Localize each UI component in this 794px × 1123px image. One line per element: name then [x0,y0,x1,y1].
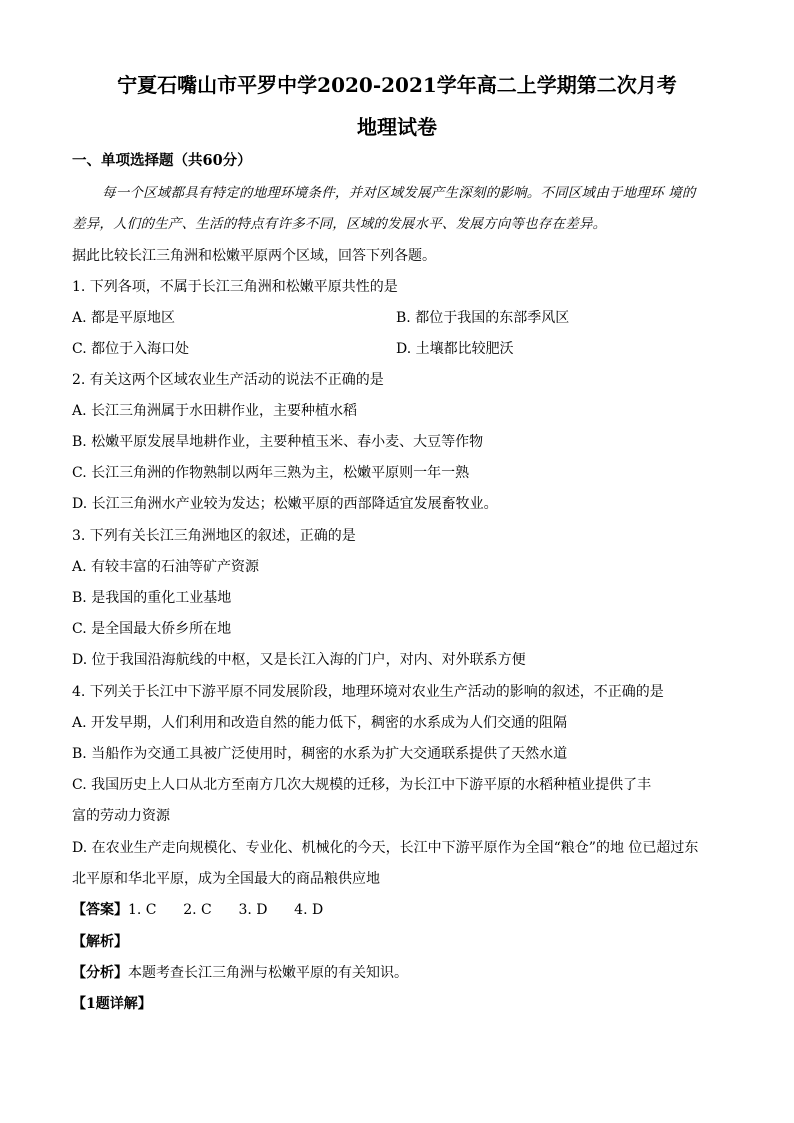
section-heading: 一、单项选择题（共60分） [72,152,252,169]
question-1-option-d: D. 土壤都比较肥沃 [396,341,514,357]
answer-label: 【答案】 [72,902,128,918]
question-4-option-c-line-1: C. 我国历史上人口从北方至南方几次大规模的迁移，为长江中下游平原的水稻种植业提供了丰 [72,777,652,793]
question-4-option-b: B. 当船作为交通工具被广泛使用时，稠密的水系为扩大交通联系提供了天然水道 [72,746,568,762]
question-2-stem: 2. 有关这两个区域农业生产活动的说法不正确的是 [72,372,384,388]
question-4-option-c-line-2: 富的劳动力资源 [72,808,170,824]
detail-heading: 【1题详解】 [72,996,152,1012]
intro-lead: 据此比较长江三角洲和松嫩平原两个区域，回答下列各题。 [72,248,436,264]
question-3-stem: 3. 下列有关长江三角洲地区的叙述，正确的是 [72,528,356,544]
question-1-option-b: B. 都位于我国的东部季风区 [396,310,570,326]
answer-row [72,901,323,919]
document-subtitle: 地理试卷 [357,115,437,139]
analysis-summary [72,964,408,982]
question-2-option-b: B. 松嫩平原发展旱地耕作业，主要种植玉米、春小麦、大豆等作物 [72,434,484,450]
question-1-option-a: A. 都是平原地区 [72,310,176,326]
intro-paragraph-line-1: 每一个区域都具有特定的地理环境条件，并对区域发展产生深刻的影响。不同区域由于地理环 境的 [102,185,696,201]
question-3-option-d: D. 位于我国沿海航线的中枢，又是长江入海的门户，对内、对外联系方便 [72,652,526,668]
question-4-option-a: A. 开发早期，人们利用和改造自然的能力低下，稠密的水系成为人们交通的阻隔 [72,715,568,731]
question-4-stem: 4. 下列关于长江中下游平原不同发展阶段，地理环境对农业生产活动的影响的叙述，不正确的是 [72,684,664,700]
question-1-stem: 1. 下列各项，不属于长江三角洲和松嫩平原共性的是 [72,279,398,295]
question-1-option-c: C. 都位于入海口处 [72,341,190,357]
question-2-option-c: C. 长江三角洲的作物熟制以两年三熟为主，松嫩平原则一年一熟 [72,465,470,481]
answer-text: 1. C 2. C 3. D 4. D [128,902,324,918]
question-4-option-d-line-2: 北平原和华北平原，成为全国最大的商品粮供应地 [72,871,380,887]
document-title: 宁夏石嘴山市平罗中学2020-2021学年高二上学期第二次月考 [117,73,677,97]
question-2-option-a: A. 长江三角洲属于水田耕作业，主要种植水稻 [72,403,358,419]
question-2-option-d: D. 长江三角洲水产业较为发达；松嫩平原的西部降适宜发展畜牧业。 [72,496,498,512]
intro-paragraph-line-2: 差异，人们的生产、生活的特点有许多不同，区域的发展水平、发展方向等也存在差异。 [72,216,607,232]
analysis-summary-text: 本题考查长江三角洲与松嫩平原的有关知识。 [128,965,408,981]
question-4-option-d-line-1: D. 在农业生产走向规模化、专业化、机械化的今天，长江中下游平原作为全国“粮仓”的地 位已超过东 [72,840,699,856]
question-3-option-a: A. 有较丰富的石油等矿产资源 [72,559,260,575]
question-3-option-b: B. 是我国的重化工业基地 [72,590,232,606]
question-3-option-c: C. 是全国最大侨乡所在地 [72,621,232,637]
analysis-label: 【解析】 [72,934,128,950]
analysis-summary-label: 【分析】 [72,965,128,981]
